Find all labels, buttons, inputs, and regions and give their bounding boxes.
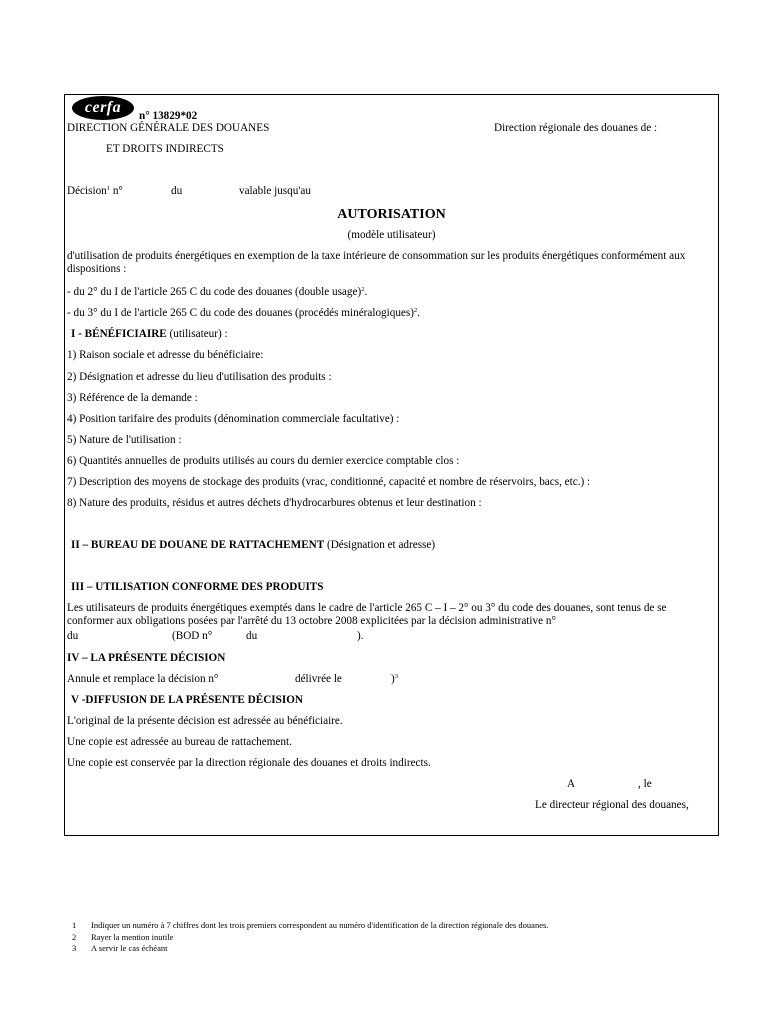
section5-line: L'original de la présente décision est adressée au bénéficiaire. (67, 715, 343, 727)
signature-directeur: Le directeur régional des douanes, (535, 799, 689, 811)
section2-suffix: (Désignation et adresse) (324, 539, 436, 551)
footnote-text: Indiquer un numéro à 7 chiffres dont les trois premiers correspondent au numéro d'identification de la direction régionale des douanes. (91, 920, 549, 930)
decision-label (67, 185, 123, 198)
provision-double-usage (67, 286, 367, 299)
section1-item: 7) Description des moyens de stockage des produits (vrac, conditionné, capacité et nombre de réservoirs, bacs, etc.) : (67, 476, 591, 488)
decision-numero: n° (112, 185, 123, 197)
section1-item: 3) Référence de la demande : (67, 392, 198, 404)
section1-item: 4) Position tarifaire des produits (dénomination commerciale facultative) : (67, 413, 400, 425)
section5-title: V -DIFFUSION DE LA PRÉSENTE DÉCISION (71, 694, 303, 706)
form-number: n° 13829*02 (139, 110, 198, 122)
section4-paren: ) (391, 673, 395, 685)
section5-line: Une copie est conservée par la direction régionale des douanes et droits indirects. (67, 757, 431, 769)
provision-end: . (417, 307, 421, 319)
section3-title: III – UTILISATION CONFORME DES PRODUITS (71, 581, 324, 593)
footnote-text: A servir le cas échéant (91, 943, 168, 953)
signature-a: A (567, 778, 576, 790)
provision-text: - du 2° du I de l'article 265 C du code des douanes (double usage) (67, 286, 362, 298)
section4-close (391, 673, 398, 686)
section5-line: Une copie est adressée au bureau de rattachement. (67, 736, 292, 748)
decision-word: Décision (67, 185, 107, 197)
direction-line2: ET DROITS INDIRECTS (106, 143, 224, 155)
section1-suffix: (utilisateur) : (166, 328, 228, 340)
section1-item: 5) Nature de l'utilisation : (67, 434, 182, 446)
footnote-text: Rayer la mention inutile (91, 932, 174, 942)
footnote-number: 2 (72, 932, 77, 942)
footnote-ref-2: 2 (413, 307, 418, 314)
footnote-ref-1: 1 (106, 185, 111, 192)
section2-heading (71, 539, 435, 552)
section4-title: IV – LA PRÉSENTE DÉCISION (67, 652, 226, 664)
document-subtitle: (modèle utilisateur) (347, 229, 436, 241)
provision-end: . (364, 286, 368, 298)
section1-title: I - BÉNÉFICIAIRE (71, 328, 167, 340)
section3-end: ). (357, 630, 364, 642)
document-title: AUTORISATION (337, 207, 446, 222)
footnote-number: 1 (72, 920, 77, 930)
section3-du2: du (246, 630, 258, 642)
section1-item: 8) Nature des produits, résidus et autres déchets d'hydrocarbures obtenus et leur destination : (67, 497, 482, 509)
section4-annule: Annule et remplace la décision n° (67, 673, 219, 685)
section1-heading (71, 328, 228, 341)
provision-text: - du 3° du I de l'article 265 C du code des douanes (procédés minéralogiques) (67, 307, 414, 319)
footnote-ref-2: 2 (361, 286, 365, 293)
footnote-number: 3 (72, 943, 77, 953)
section3-paragraph: Les utilisateurs de produits énergétiques exemptés dans le cadre de l'article 265 C – I – 2° ou 3° du code des douanes, sont tenus de se conformer aux obligations posées par l'arrêté du 13 octobre 2008 explicitées par la décision administrative n° (67, 602, 667, 627)
section4-delivree: délivrée le (295, 673, 342, 685)
regional-direction: Direction régionale des douanes de : (494, 122, 658, 134)
section3-du: du (67, 630, 79, 642)
section1-item: 1) Raison sociale et adresse du bénéficiaire: (67, 349, 264, 361)
section1-item: 2) Désignation et adresse du lieu d'utilisation des produits : (67, 371, 332, 383)
decision-du: du (171, 185, 183, 197)
cerfa-logo-text: cerfa (84, 98, 122, 116)
section2-title: II – BUREAU DE DOUANE DE RATTACHEMENT (71, 539, 325, 551)
provision-mineralogique (67, 307, 420, 320)
decision-valable: valable jusqu'au (239, 185, 311, 197)
section3-bod: (BOD n° (172, 630, 213, 642)
intro-paragraph: d'utilisation de produits énergétiques en exemption de la taxe intérieure de consommation sur les produits énergétiques conformément aux dispositions : (67, 250, 686, 275)
direction-line1: DIRECTION GÉNÉRALE DES DOUANES (67, 122, 270, 134)
signature-le: , le (638, 778, 652, 790)
footnote-ref-3: 3 (394, 673, 398, 680)
section1-item: 6) Quantités annuelles de produits utilisés au cours du dernier exercice comptable clos : (67, 455, 460, 467)
cerfa-logo (72, 96, 134, 120)
